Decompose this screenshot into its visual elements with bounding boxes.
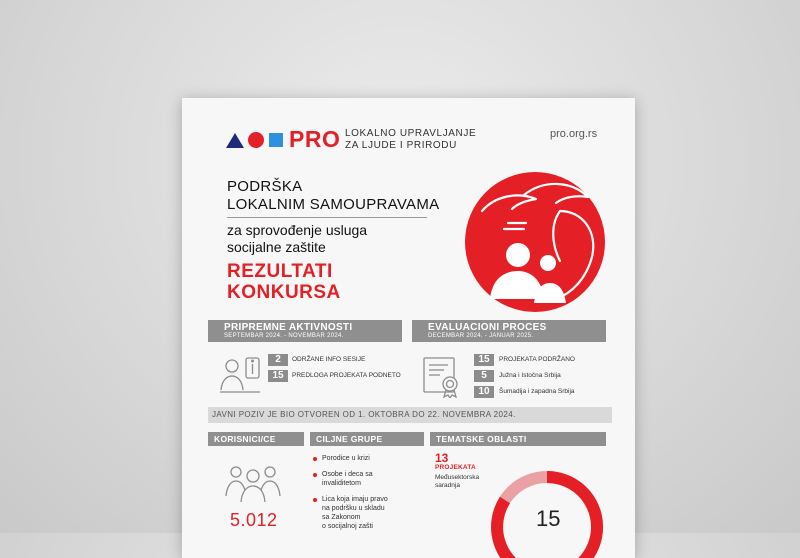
people-group-icon bbox=[222, 460, 284, 504]
call-dates-banner: JAVNI POZIV JE BIO OTVOREN OD 1. OKTOBRA DO 22. NOVEMBRA 2024. bbox=[208, 407, 612, 423]
results-heading bbox=[227, 261, 341, 303]
bullet-dot bbox=[313, 457, 317, 461]
eval-item-label: PROJEKATA PODRŽANO bbox=[499, 356, 575, 363]
subtitle-line1: za sprovođenje usluga bbox=[227, 222, 368, 238]
group-line: Lica koja imaju pravo bbox=[322, 496, 388, 503]
brand-name: PRO bbox=[289, 126, 341, 152]
infographic-sheet bbox=[182, 98, 635, 558]
prep-dates: SEPTEMBAR 2024. - NOVEMBAR 2024. bbox=[224, 333, 344, 339]
prep-item-num: 15 bbox=[268, 370, 288, 382]
group-line: invaliditetom bbox=[322, 480, 361, 487]
prep-title: PRIPREMNE AKTIVNOSTI bbox=[224, 322, 353, 333]
page-subtitle bbox=[227, 222, 367, 256]
triangle-logo-icon bbox=[226, 133, 244, 148]
prep-item-num: 2 bbox=[268, 354, 288, 366]
eval-title: EVALUACIONI PROCES bbox=[428, 322, 547, 333]
square-logo-icon bbox=[269, 133, 283, 147]
site-url[interactable]: pro.org.rs bbox=[550, 128, 598, 140]
title-line1: PODRŠKA bbox=[227, 178, 303, 195]
group-item bbox=[322, 495, 388, 531]
title-divider bbox=[227, 217, 427, 218]
group-line: o socijalnoj zašti bbox=[322, 523, 373, 530]
eval-item-num: 5 bbox=[474, 370, 494, 382]
themes-num: 13 bbox=[435, 451, 449, 465]
prep-header-bar bbox=[208, 320, 402, 342]
users-count: 5.012 bbox=[230, 510, 278, 530]
themes-total: 15 bbox=[536, 506, 561, 531]
group-line: sa Zakonom bbox=[322, 514, 361, 521]
themes-sub bbox=[435, 474, 479, 490]
page-title bbox=[227, 178, 439, 214]
themes-sub-line1: Međusektorska bbox=[435, 474, 480, 481]
subtitle-line2: socijalne zaštite bbox=[227, 239, 326, 255]
group-item bbox=[322, 454, 370, 463]
eval-item-num: 10 bbox=[474, 386, 494, 398]
prep-item-label: ODRŽANE INFO SESIJE bbox=[292, 356, 366, 363]
eval-header-bar bbox=[412, 320, 606, 342]
prep-item-label: PREDLOGA PROJEKATA PODNETO bbox=[292, 372, 401, 379]
bullet-dot bbox=[313, 498, 317, 502]
themes-header: TEMATSKE OBLASTI bbox=[430, 432, 606, 446]
circle-logo-icon bbox=[248, 132, 264, 148]
themes-label: PROJEKATA bbox=[435, 464, 476, 471]
brand-tagline-line1: LOKALNO UPRAVLJANJE bbox=[345, 128, 477, 139]
group-line: Porodice u krizi bbox=[322, 455, 370, 462]
themes-sub-line2: saradnja bbox=[435, 482, 460, 489]
group-line: Osobe i deca sa bbox=[322, 471, 373, 478]
eval-item-label: Šumadija i zapadna Srbija bbox=[499, 388, 575, 395]
results-line1: REZULTATI bbox=[227, 261, 333, 282]
hands-family-illustration bbox=[464, 171, 606, 313]
group-line: na podršku u skladu bbox=[322, 505, 385, 512]
brand-tagline bbox=[345, 128, 476, 152]
certificate-icon bbox=[420, 354, 464, 398]
bullet-dot bbox=[313, 473, 317, 477]
groups-header: CILJNE GRUPE bbox=[310, 432, 424, 446]
results-line2: KONKURSA bbox=[227, 282, 341, 303]
brand-tagline-line2: ZA LJUDE I PRIRODU bbox=[345, 140, 457, 151]
eval-item-num: 15 bbox=[474, 354, 494, 366]
users-header: KORISNICI/CE bbox=[208, 432, 304, 446]
title-line2: LOKALNIM SAMOUPRAVAMA bbox=[227, 196, 440, 213]
eval-dates: DECEMBAR 2024. - JANUAR 2025. bbox=[428, 333, 534, 339]
group-item bbox=[322, 470, 373, 488]
person-info-icon bbox=[218, 350, 262, 394]
eval-item-label: Južna i Istočna Srbija bbox=[499, 372, 561, 379]
